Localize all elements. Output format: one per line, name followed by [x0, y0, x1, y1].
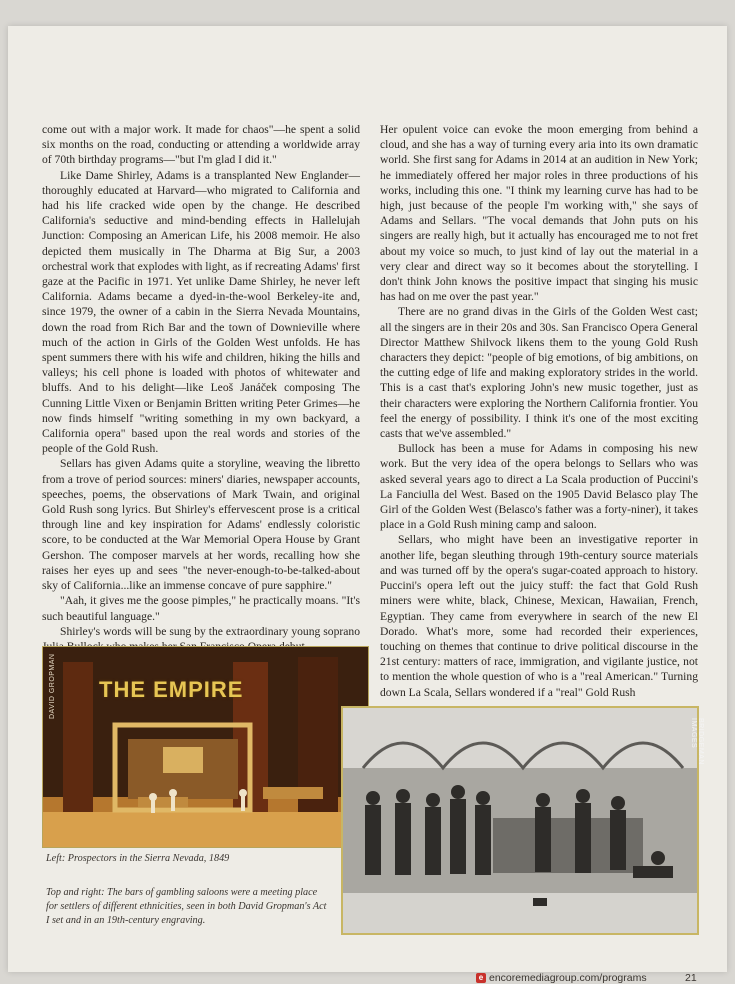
- caption-top-right: Top and right: The bars of gambling saloons were a meeting place for settlers of different ethnicities, seen in both David Gropman's Act I set and in an 19th-century engraving.: [46, 887, 327, 926]
- encore-logo-icon: e: [476, 973, 486, 983]
- paragraph: Bullock has been a muse for Adams in composing his new work. But the very idea of the opera belongs to Sellars who was asked several years ago to direct a La Scala production of Puccini's La Fanciulla del West. Based on the 1905 David Belasco play The Girl of the Golden West (Belasco's father was a forty-niner), it takes place in a Gold Rush mining camp and saloon.: [380, 442, 698, 532]
- paragraph: Shirley's words will be sung by the extraordinary young soprano: [60, 624, 360, 638]
- paragraph: "Aah, it gives me the goose pimples," he practically moans. "It's such beautiful language.": [42, 594, 360, 623]
- photo-credit: DAVID GROPMAN: [49, 653, 56, 719]
- photo-credit: BRIDGEMAN: [697, 718, 704, 765]
- paragraph: Sellars, who might have been an investigative reporter in another life, began sleuthing through 19th-century source materials and was turned off by the opera's sugar-coated approach to history. Puccini's opera left out the juicy stuff: the fact that Gold Rush miners were white, black, Chinese, Mexican, Hawaiian, French, Egyptian. They came from everywhere in search of the new El Dorado. What's more, some had recorded their experiences, touching on themes that continue to drive political discourse in the 21st century: matters of race, immigration, and vigilante justice, not to mention the whole question of who is a "real American." Turning down La Scala, Sellars wondered if a "real" Gold Rush: [380, 533, 698, 699]
- page-number: 21: [685, 972, 697, 984]
- magazine-page: [8, 26, 727, 984]
- footer-url: [476, 972, 647, 984]
- article-column-left: [42, 122, 360, 654]
- empire-sign: THE EMPIRE: [99, 677, 244, 702]
- article-column-right: [380, 122, 698, 700]
- paragraph: There are no grand divas in the Girls of the Golden West cast; all the singers are in their 20s and 30s. San Francisco Opera General Director Matthew Shilvock likens them to the young Gold Rush characters they depict: "people of big emotions, of big ambitions, on the cutting edge of life and making exploratory strides in the world. This is a cast that's exploring John's new music together, just as their characters were exploring the Northern California frontier. You feel the energy of possibility. I think it's one of the most exciting casts that we've assembled.": [380, 305, 698, 441]
- saloon-engraving: [341, 706, 704, 935]
- empire-set-photo: [42, 646, 369, 848]
- paragraph: Sellars has given Adams quite a storyline, weaving the libretto from a trove of period sources: miners' diaries, newspaper accounts, speeches, poems, the observations of Mark Twain, and original Gold Rush song lyrics. But Shirley's effervescent prose is a critical through line and key inspiration for Adams' endlessly coloristic score, to be conducted at the War Memorial Opera House by Grant Gershon. The composer marvels at her words, recalling how she raises her eyes up and sees "the never-enough-to-be-talked-about sky of California...like an immense concave of pure sapphire.": [42, 457, 360, 593]
- paragraph: Her opulent voice can evoke the moon emerging from behind a cloud, and she has a way of turning every aria into its own dramatic world. She first sang for Adams in 2014 at an audition in New York; he immediately offered her major roles in three productions of his works, including this one. "I think my learning curve has had to be high, just because of the people I'm working with," she says of Adams and Sellars. "The vocal demands that John puts on his singers are really high, but it actually has encouraged me to not fret about my voice so much, to just kind of lay out the material in a very clear and direct way so it becomes about the storytelling. I don't think John knows the positive impact that singing his music has had on me over the past year.": [380, 123, 698, 304]
- paragraph: Like Dame Shirley, Adams is a transplanted New Englander—thoroughly educated at Harvard—who migrated to California and had his life cracked wide open by the change. He described California's seductive and mind-bending effects in Hallelujah Junction: Composing an American Life, his 2008 memoir. He also depicted them musically in The Dharma at Big Sur, a 2003 orchestral work that explodes with light, as if recreating Adams' first gaze at the Pacific in 1971. Yet unlike Dame Shirley, he never left California. Adams became a dyed-in-the-wool Berkeley-ite and, since 1979, the owner of a cabin in the Sierra Nevada Mountains, down the road from Rich Bar and the town of Downieville where much of the action in Girls of the Golden West unfolds. He has spent summers there with his wife and children, hiking the hills and valleys; his cell phone is loaded with photos of whitewater and bluffs. And to his delight—like Leoš Janáček composing The Cunning Little Vixen or Benjamin Britten writing Peter Grimes—he now finds himself "writing something in my own backyard, a California opera" based upon the real words and stories of the people of the Gold Rush.: [42, 168, 360, 456]
- saloon-engraving-illustration: [343, 708, 697, 933]
- paragraph: come out with a major work. It made for chaos"—he spent a solid six months on the road, conducting or attending a worldwide array of 70th birthday programs—"but I'm glad I did it.": [42, 123, 360, 167]
- caption-left: Left: Prospectors in the Sierra Nevada, 1849: [46, 853, 230, 864]
- footer-url-text: encoremediagroup.com/programs: [489, 972, 647, 984]
